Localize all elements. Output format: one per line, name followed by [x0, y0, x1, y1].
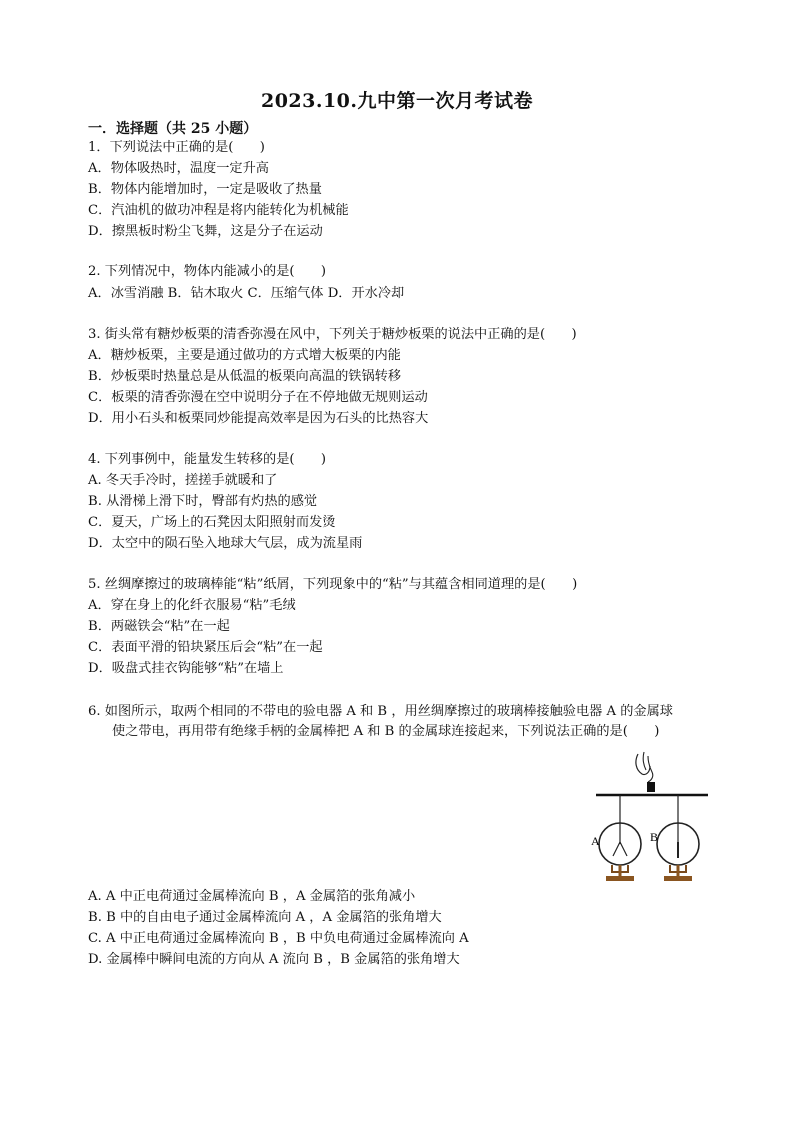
question-4-option-d: D．太空中的陨石坠入地球大气层，成为流星雨 — [88, 536, 363, 551]
question-2-stem: 2. 下列情况中，物体内能减小的是( ) — [88, 264, 327, 279]
question-3-option-d: D．用小石头和板栗同炒能提高效率是因为石头的比热容大 — [88, 411, 429, 426]
question-4-option-a: A. 冬天手冷时，搓搓手就暖和了 — [88, 473, 278, 488]
section-heading: 一．选择题（共 25 小题） — [88, 121, 258, 137]
question-1-stem: 1．下列说法中正确的是( ) — [88, 140, 265, 155]
question-1-option-a: A．物体吸热时，温度一定升高 — [88, 161, 269, 176]
figure-label-b: B — [650, 830, 659, 844]
figure-label-a: A — [591, 834, 600, 848]
question-6-option-b: B. B 中的自由电子通过金属棒流向 A ，A 金属箔的张角增大 — [88, 910, 442, 925]
question-1-option-b: B．物体内能增加时，一定是吸收了热量 — [88, 182, 322, 197]
question-6-option-d: D. 金属棒中瞬间电流的方向从 A 流向 B ，B 金属箔的张角增大 — [88, 952, 460, 967]
question-4-option-b: B. 从滑梯上滑下时，臀部有灼热的感觉 — [88, 494, 318, 509]
question-2-options: A．冰雪消融 B．钻木取火 C．压缩气体 D．开水冷却 — [88, 286, 405, 301]
question-4-stem: 4. 下列事例中，能量发生转移的是( ) — [88, 452, 327, 467]
question-4-option-c: C．夏天，广场上的石凳因太阳照射而发烫 — [88, 515, 336, 530]
question-3-option-a: A．糖炒板栗，主要是通过做功的方式增大板栗的内能 — [88, 348, 401, 363]
question-6-stem-continued: 使之带电，再用带有绝缘手柄的金属棒把 A 和 B 的金属球连接起来，下列说法正确的是( ) — [112, 724, 660, 739]
page-title: 2023.10.九中第一次月考试卷 — [260, 90, 534, 112]
question-5-option-a: A．穿在身上的化纤衣服易“粘”毛绒 — [88, 598, 296, 613]
question-6-option-a: A. A 中正电荷通过金属棒流向 B ，A 金属箔的张角减小 — [88, 889, 416, 904]
question-6-stem: 6. 如图所示，取两个相同的不带电的验电器 A 和 B ，用丝绸摩擦过的玻璃棒接触验电器 A 的金属球 — [88, 704, 673, 719]
question-3-stem: 3. 街头常有糖炒板栗的清香弥漫在风中，下列关于糖炒板栗的说法中正确的是( ) — [88, 327, 577, 342]
question-5-option-c: C．表面平滑的铅块紧压后会“粘”在一起 — [88, 640, 323, 655]
question-1-option-d: D．擦黑板时粉尘飞舞，这是分子在运动 — [88, 224, 323, 239]
electroscope-figure — [572, 748, 712, 888]
question-3-option-b: B．炒板栗时热量总是从低温的板栗向高温的铁锅转移 — [88, 369, 402, 384]
question-5-stem: 5. 丝绸摩擦过的玻璃棒能“粘”纸屑，下列现象中的“粘”与其蕴含相同道理的是( ) — [88, 577, 578, 592]
question-1-option-c: C．汽油机的做功冲程是将内能转化为机械能 — [88, 203, 349, 218]
question-5-option-d: D．吸盘式挂衣钩能够“粘”在墙上 — [88, 661, 284, 676]
question-5-option-b: B．两磁铁会“粘”在一起 — [88, 619, 230, 634]
question-3-option-c: C．板栗的清香弥漫在空中说明分子在不停地做无规则运动 — [88, 390, 428, 405]
question-6-option-c: C. A 中正电荷通过金属棒流向 B ，B 中负电荷通过金属棒流向 A — [88, 931, 469, 946]
